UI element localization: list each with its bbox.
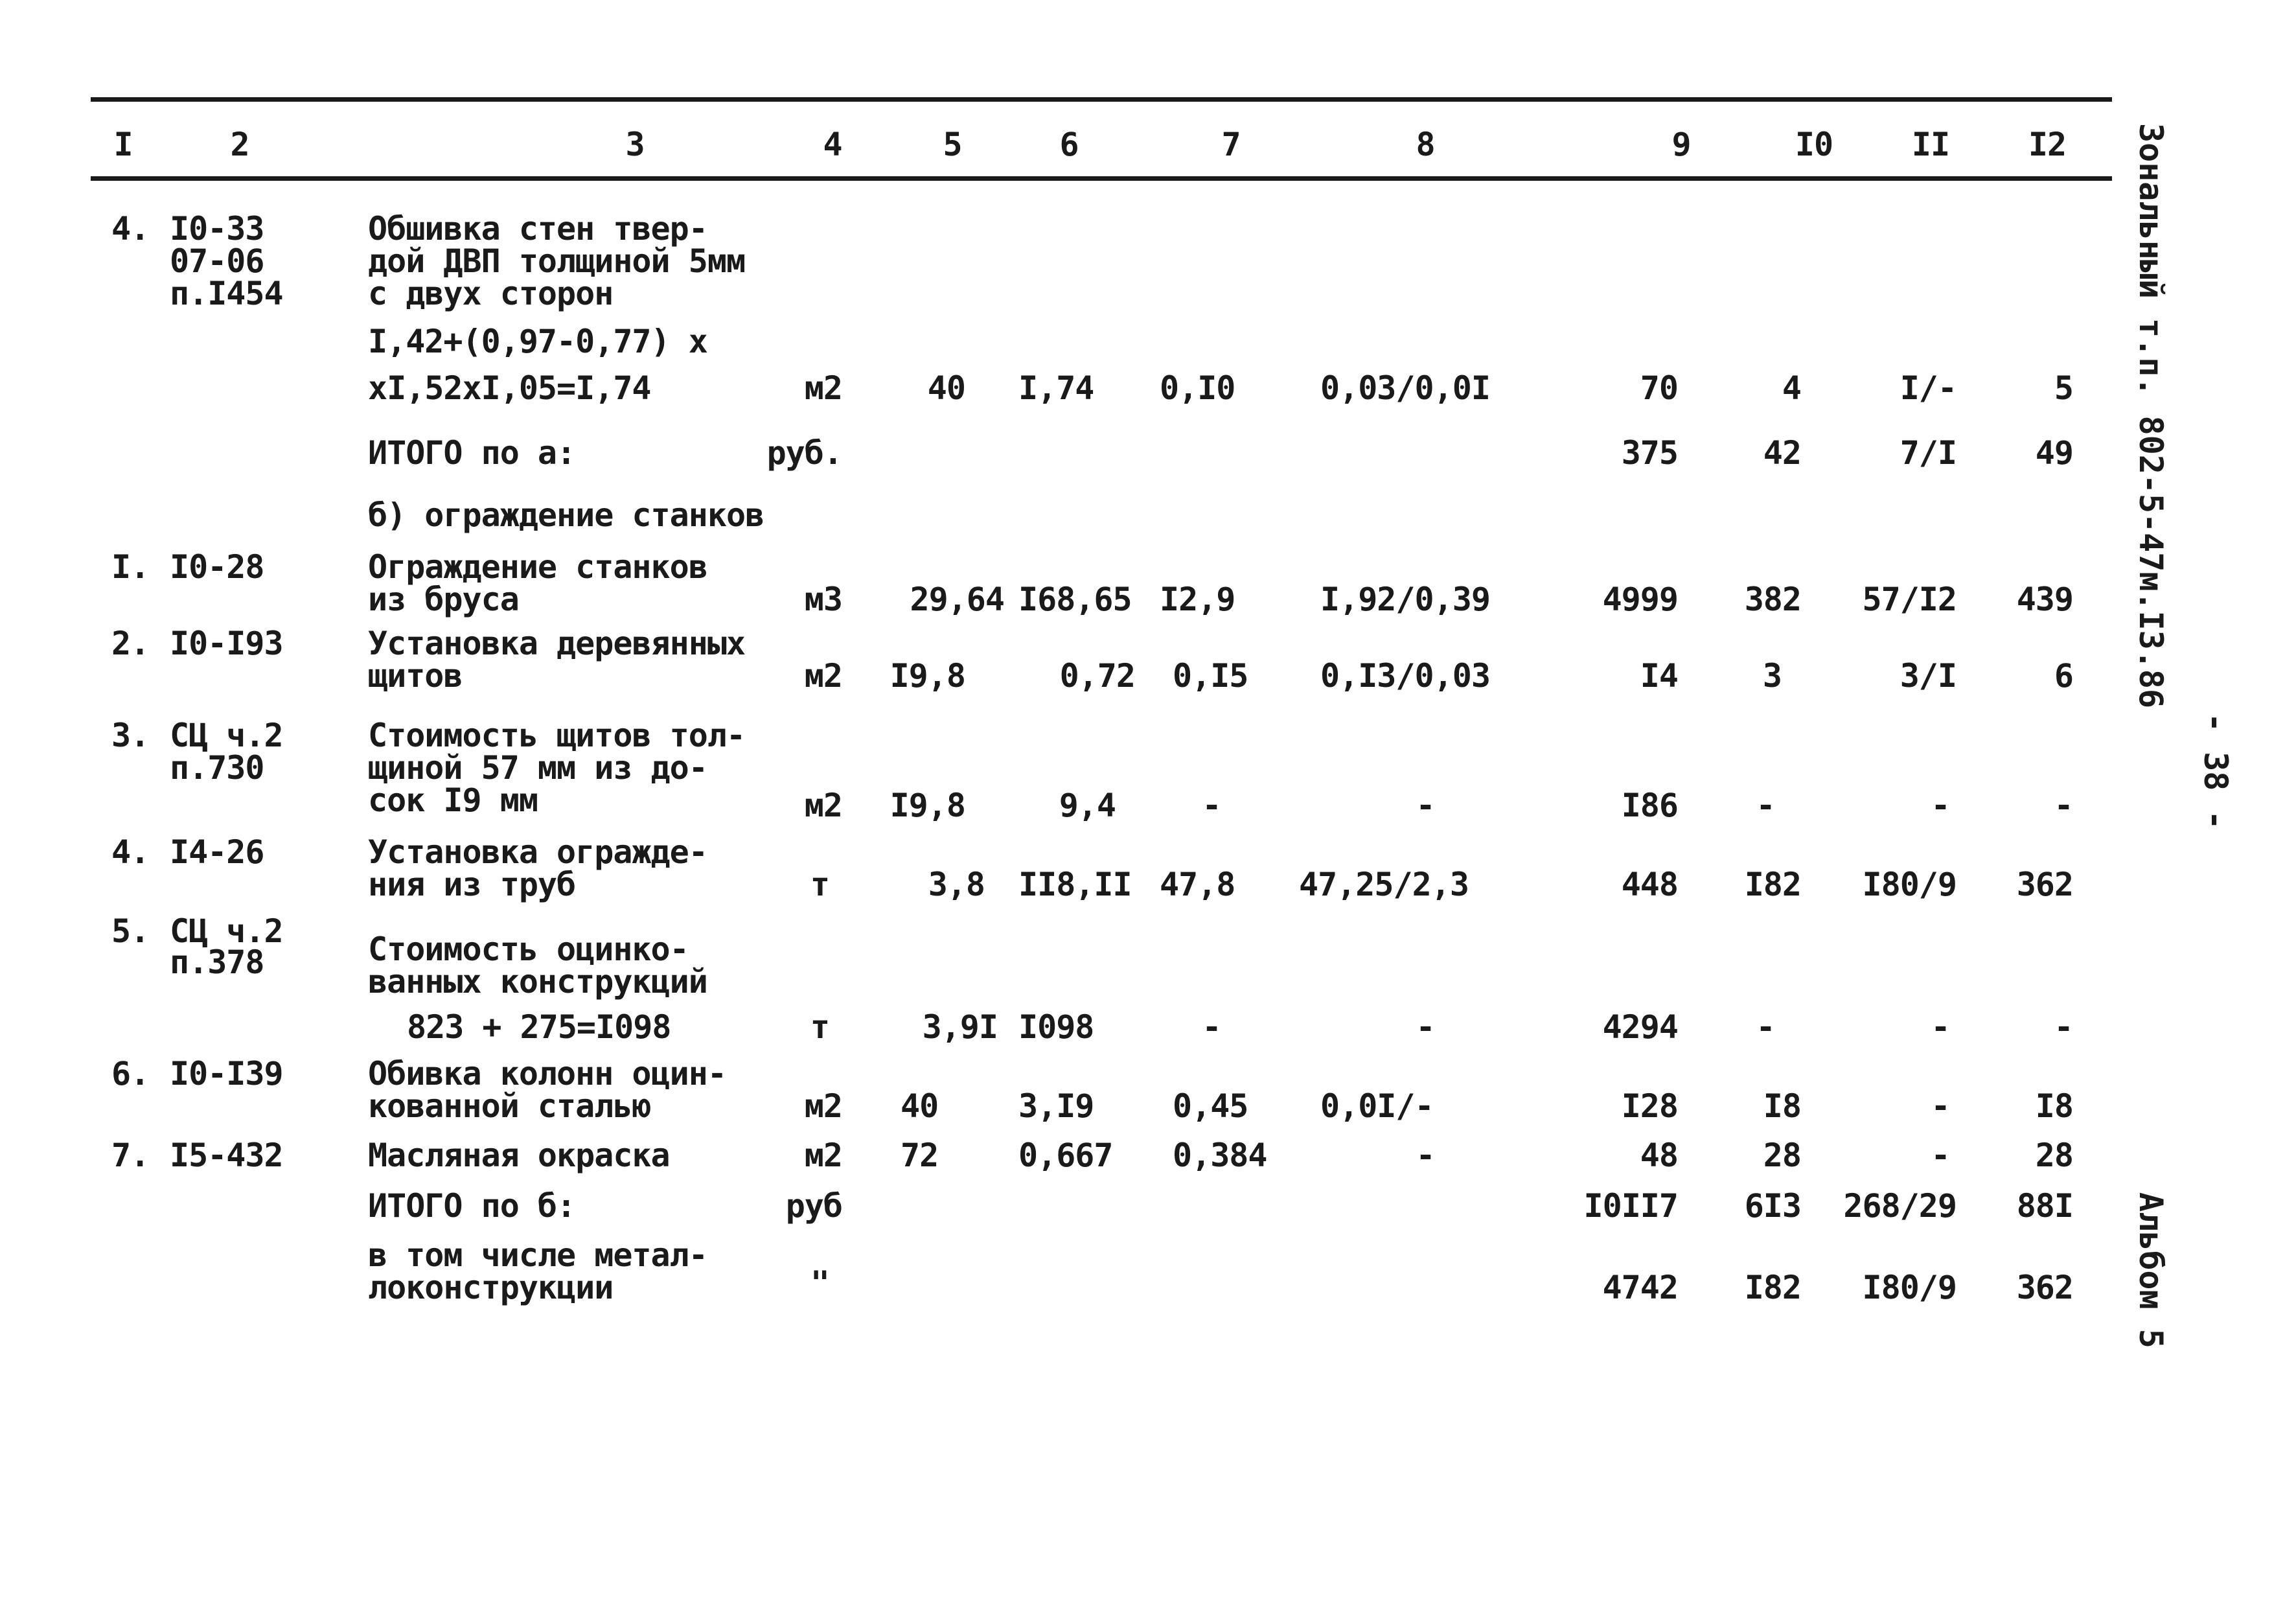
value-cell-5: 72 <box>901 1137 939 1174</box>
value-cell-10: I8 <box>1763 1087 1801 1125</box>
value-cell-11: 268/29 <box>1843 1187 1957 1225</box>
value-cell-5: I9,8 <box>890 787 965 824</box>
value-cell-7: - <box>1202 787 1221 824</box>
value-cell-8: - <box>1416 1137 1435 1174</box>
work-description: сок I9 мм <box>368 781 538 819</box>
col-header-12: I2 <box>2028 126 2067 163</box>
value-cell-7: 0,384 <box>1173 1137 1267 1174</box>
value-cell-8: 47,25/2,3 <box>1299 866 1469 903</box>
value-cell-11: 57/I2 <box>1862 581 1957 618</box>
work-description: Ограждение станков <box>368 548 707 586</box>
col-header-5: 5 <box>943 126 962 163</box>
value-cell-9: I86 <box>1621 787 1678 824</box>
value-cell-5: 29,64 <box>910 581 1004 618</box>
unit-cell: м3 <box>804 581 842 618</box>
value-cell-11: I/- <box>1900 369 1957 407</box>
row-number: 6. <box>111 1055 150 1093</box>
value-cell-11: 7/I <box>1900 434 1957 472</box>
value-cell-11: I80/9 <box>1862 1269 1957 1306</box>
value-cell-6: 9,4 <box>1059 787 1116 824</box>
value-cell-5: 40 <box>927 369 965 407</box>
unit-cell: руб. <box>766 434 842 472</box>
value-cell-8: 0,I3/0,03 <box>1320 657 1490 695</box>
value-cell-6: 0,72 <box>1059 657 1135 695</box>
unit-cell: м2 <box>804 657 842 695</box>
value-cell-8: 0,0I/- <box>1320 1087 1434 1125</box>
work-description: щитов <box>368 657 463 695</box>
row-number: 3. <box>111 717 150 754</box>
rate-code: п.730 <box>170 749 264 787</box>
album-label-vertical: Альбом 5 <box>2132 1192 2170 1348</box>
value-cell-7: 0,45 <box>1173 1087 1248 1125</box>
rate-code: п.378 <box>170 943 264 981</box>
value-cell-9: 448 <box>1621 866 1678 903</box>
value-cell-8: - <box>1416 787 1435 824</box>
subtotal-label: ИТОГО по б: <box>368 1187 576 1225</box>
value-cell-7: - <box>1202 1008 1221 1046</box>
work-description: в том числе метал- <box>368 1236 707 1274</box>
rate-code: I5-432 <box>170 1137 283 1174</box>
value-cell-12: 362 <box>2016 866 2073 903</box>
rate-code: 07-06 <box>170 242 264 280</box>
col-header-1: I <box>113 126 133 163</box>
section-heading: б) ограждение станков <box>368 496 764 534</box>
unit-cell: м2 <box>804 787 842 824</box>
rate-code: п.I454 <box>170 275 283 312</box>
value-cell-11: - <box>1931 787 1950 824</box>
rate-code: I0-28 <box>170 548 264 586</box>
value-cell-12: 5 <box>2054 369 2073 407</box>
col-header-9: 9 <box>1671 126 1691 163</box>
col-header-7: 7 <box>1221 126 1241 163</box>
value-cell-6: II8,II <box>1018 866 1132 903</box>
value-cell-9: 48 <box>1640 1137 1678 1174</box>
work-description: щиной 57 мм из до- <box>368 749 707 787</box>
value-cell-9: 4294 <box>1602 1008 1678 1046</box>
work-description: 823 + 275=I098 <box>407 1008 671 1046</box>
rate-code: СЦ ч.2 <box>170 912 283 950</box>
value-cell-7: 0,I0 <box>1160 369 1235 407</box>
unit-cell: руб <box>785 1187 842 1225</box>
work-description: I,42+(0,97-0,77) х <box>368 323 707 360</box>
value-cell-5: 3,8 <box>928 866 985 903</box>
value-cell-8: I,92/0,39 <box>1320 581 1490 618</box>
work-description: Масляная окраска <box>368 1137 670 1174</box>
value-cell-12: 6 <box>2054 657 2073 695</box>
rate-code: I4-26 <box>170 833 264 871</box>
col-header-8: 8 <box>1416 126 1435 163</box>
value-cell-9: I4 <box>1640 657 1678 695</box>
unit-cell: т <box>810 866 829 903</box>
value-cell-5: 3,9I <box>922 1008 998 1046</box>
col-header-11: II <box>1911 126 1950 163</box>
value-cell-10: - <box>1756 1008 1775 1046</box>
value-cell-8: - <box>1416 1008 1435 1046</box>
value-cell-10: 3 <box>1762 657 1782 695</box>
work-description: хI,52хI,05=I,74 <box>368 369 651 407</box>
value-cell-8: 0,03/0,0I <box>1320 369 1490 407</box>
work-description: из бруса <box>368 581 519 618</box>
value-cell-11: I80/9 <box>1862 866 1957 903</box>
work-description: Обивка колонн оцин- <box>368 1055 726 1093</box>
value-cell-6: I,74 <box>1018 369 1094 407</box>
work-description: ванных конструкций <box>368 963 707 1000</box>
work-description: ния из труб <box>368 866 576 903</box>
rate-code: СЦ ч.2 <box>170 717 283 754</box>
document-title-vertical: Зональный т.п. 802-5-47м.I3.86 <box>2132 123 2170 709</box>
value-cell-12: - <box>2054 1008 2073 1046</box>
value-cell-9: 4999 <box>1602 581 1678 618</box>
work-description: кованной сталью <box>368 1087 651 1125</box>
work-description: с двух сторон <box>368 275 614 312</box>
value-cell-12: 28 <box>2035 1137 2073 1174</box>
value-cell-12: - <box>2054 787 2073 824</box>
work-description: Стоимость щитов тол- <box>368 717 746 754</box>
rate-code: I0-33 <box>170 210 264 248</box>
value-cell-10: 382 <box>1744 581 1801 618</box>
value-cell-10: I82 <box>1744 866 1801 903</box>
unit-cell: м2 <box>804 1137 842 1174</box>
col-header-3: 3 <box>625 126 645 163</box>
rate-code: I0-I39 <box>170 1055 283 1093</box>
value-cell-10: I82 <box>1744 1269 1801 1306</box>
value-cell-12: 49 <box>2035 434 2073 472</box>
value-cell-9: I28 <box>1621 1087 1678 1125</box>
col-header-2: 2 <box>230 126 249 163</box>
value-cell-10: 6I3 <box>1744 1187 1801 1225</box>
value-cell-9: 375 <box>1621 434 1678 472</box>
value-cell-9: I0II7 <box>1583 1187 1678 1225</box>
value-cell-10: 4 <box>1782 369 1801 407</box>
value-cell-6: I098 <box>1018 1008 1094 1046</box>
value-cell-7: 47,8 <box>1160 866 1235 903</box>
unit-cell: м2 <box>804 369 842 407</box>
subtotal-label: ИТОГО по а: <box>368 434 576 472</box>
work-description: локонструкции <box>368 1269 614 1306</box>
row-number: 4. <box>111 833 150 871</box>
value-cell-12: 439 <box>2016 581 2073 618</box>
page-number-vertical: - 38 - <box>2197 713 2234 830</box>
col-header-10: I0 <box>1795 126 1833 163</box>
unit-cell: т <box>810 1008 829 1046</box>
col-header-6: 6 <box>1059 126 1079 163</box>
value-cell-6: 0,667 <box>1018 1137 1113 1174</box>
value-cell-9: 70 <box>1640 369 1678 407</box>
work-description: Установка деревянных <box>368 625 746 662</box>
unit-cell: м2 <box>804 1087 842 1125</box>
table-top-rule <box>91 97 2112 102</box>
row-number: I. <box>111 548 150 586</box>
row-number: 7. <box>111 1137 150 1174</box>
work-description: Обшивка стен твер- <box>368 210 707 248</box>
value-cell-12: 88I <box>2016 1187 2073 1225</box>
value-cell-10: 28 <box>1763 1137 1801 1174</box>
value-cell-10: - <box>1756 787 1775 824</box>
work-description: Стоимость оцинко- <box>368 931 689 968</box>
value-cell-12: 362 <box>2016 1269 2073 1306</box>
value-cell-11: - <box>1931 1087 1950 1125</box>
row-number: 4. <box>111 210 150 248</box>
value-cell-12: I8 <box>2035 1087 2073 1125</box>
value-cell-5: I9,8 <box>890 657 965 695</box>
value-cell-5: 40 <box>901 1087 939 1125</box>
col-header-4: 4 <box>823 126 842 163</box>
row-number: 5. <box>111 912 150 950</box>
value-cell-11: - <box>1931 1137 1950 1174</box>
rate-code: I0-I93 <box>170 625 283 662</box>
value-cell-11: - <box>1931 1008 1950 1046</box>
value-cell-7: 0,I5 <box>1173 657 1248 695</box>
unit-cell: " <box>810 1264 829 1302</box>
row-number: 2. <box>111 625 150 662</box>
value-cell-6: 3,I9 <box>1018 1087 1094 1125</box>
work-description: Установка огражде- <box>368 833 707 871</box>
value-cell-9: 4742 <box>1602 1269 1678 1306</box>
value-cell-6: I68,65 <box>1018 581 1132 618</box>
value-cell-10: 42 <box>1763 434 1801 472</box>
work-description: дой ДВП толщиной 5мм <box>368 242 746 280</box>
value-cell-7: I2,9 <box>1160 581 1235 618</box>
table-header-rule <box>91 176 2112 181</box>
value-cell-11: 3/I <box>1900 657 1957 695</box>
